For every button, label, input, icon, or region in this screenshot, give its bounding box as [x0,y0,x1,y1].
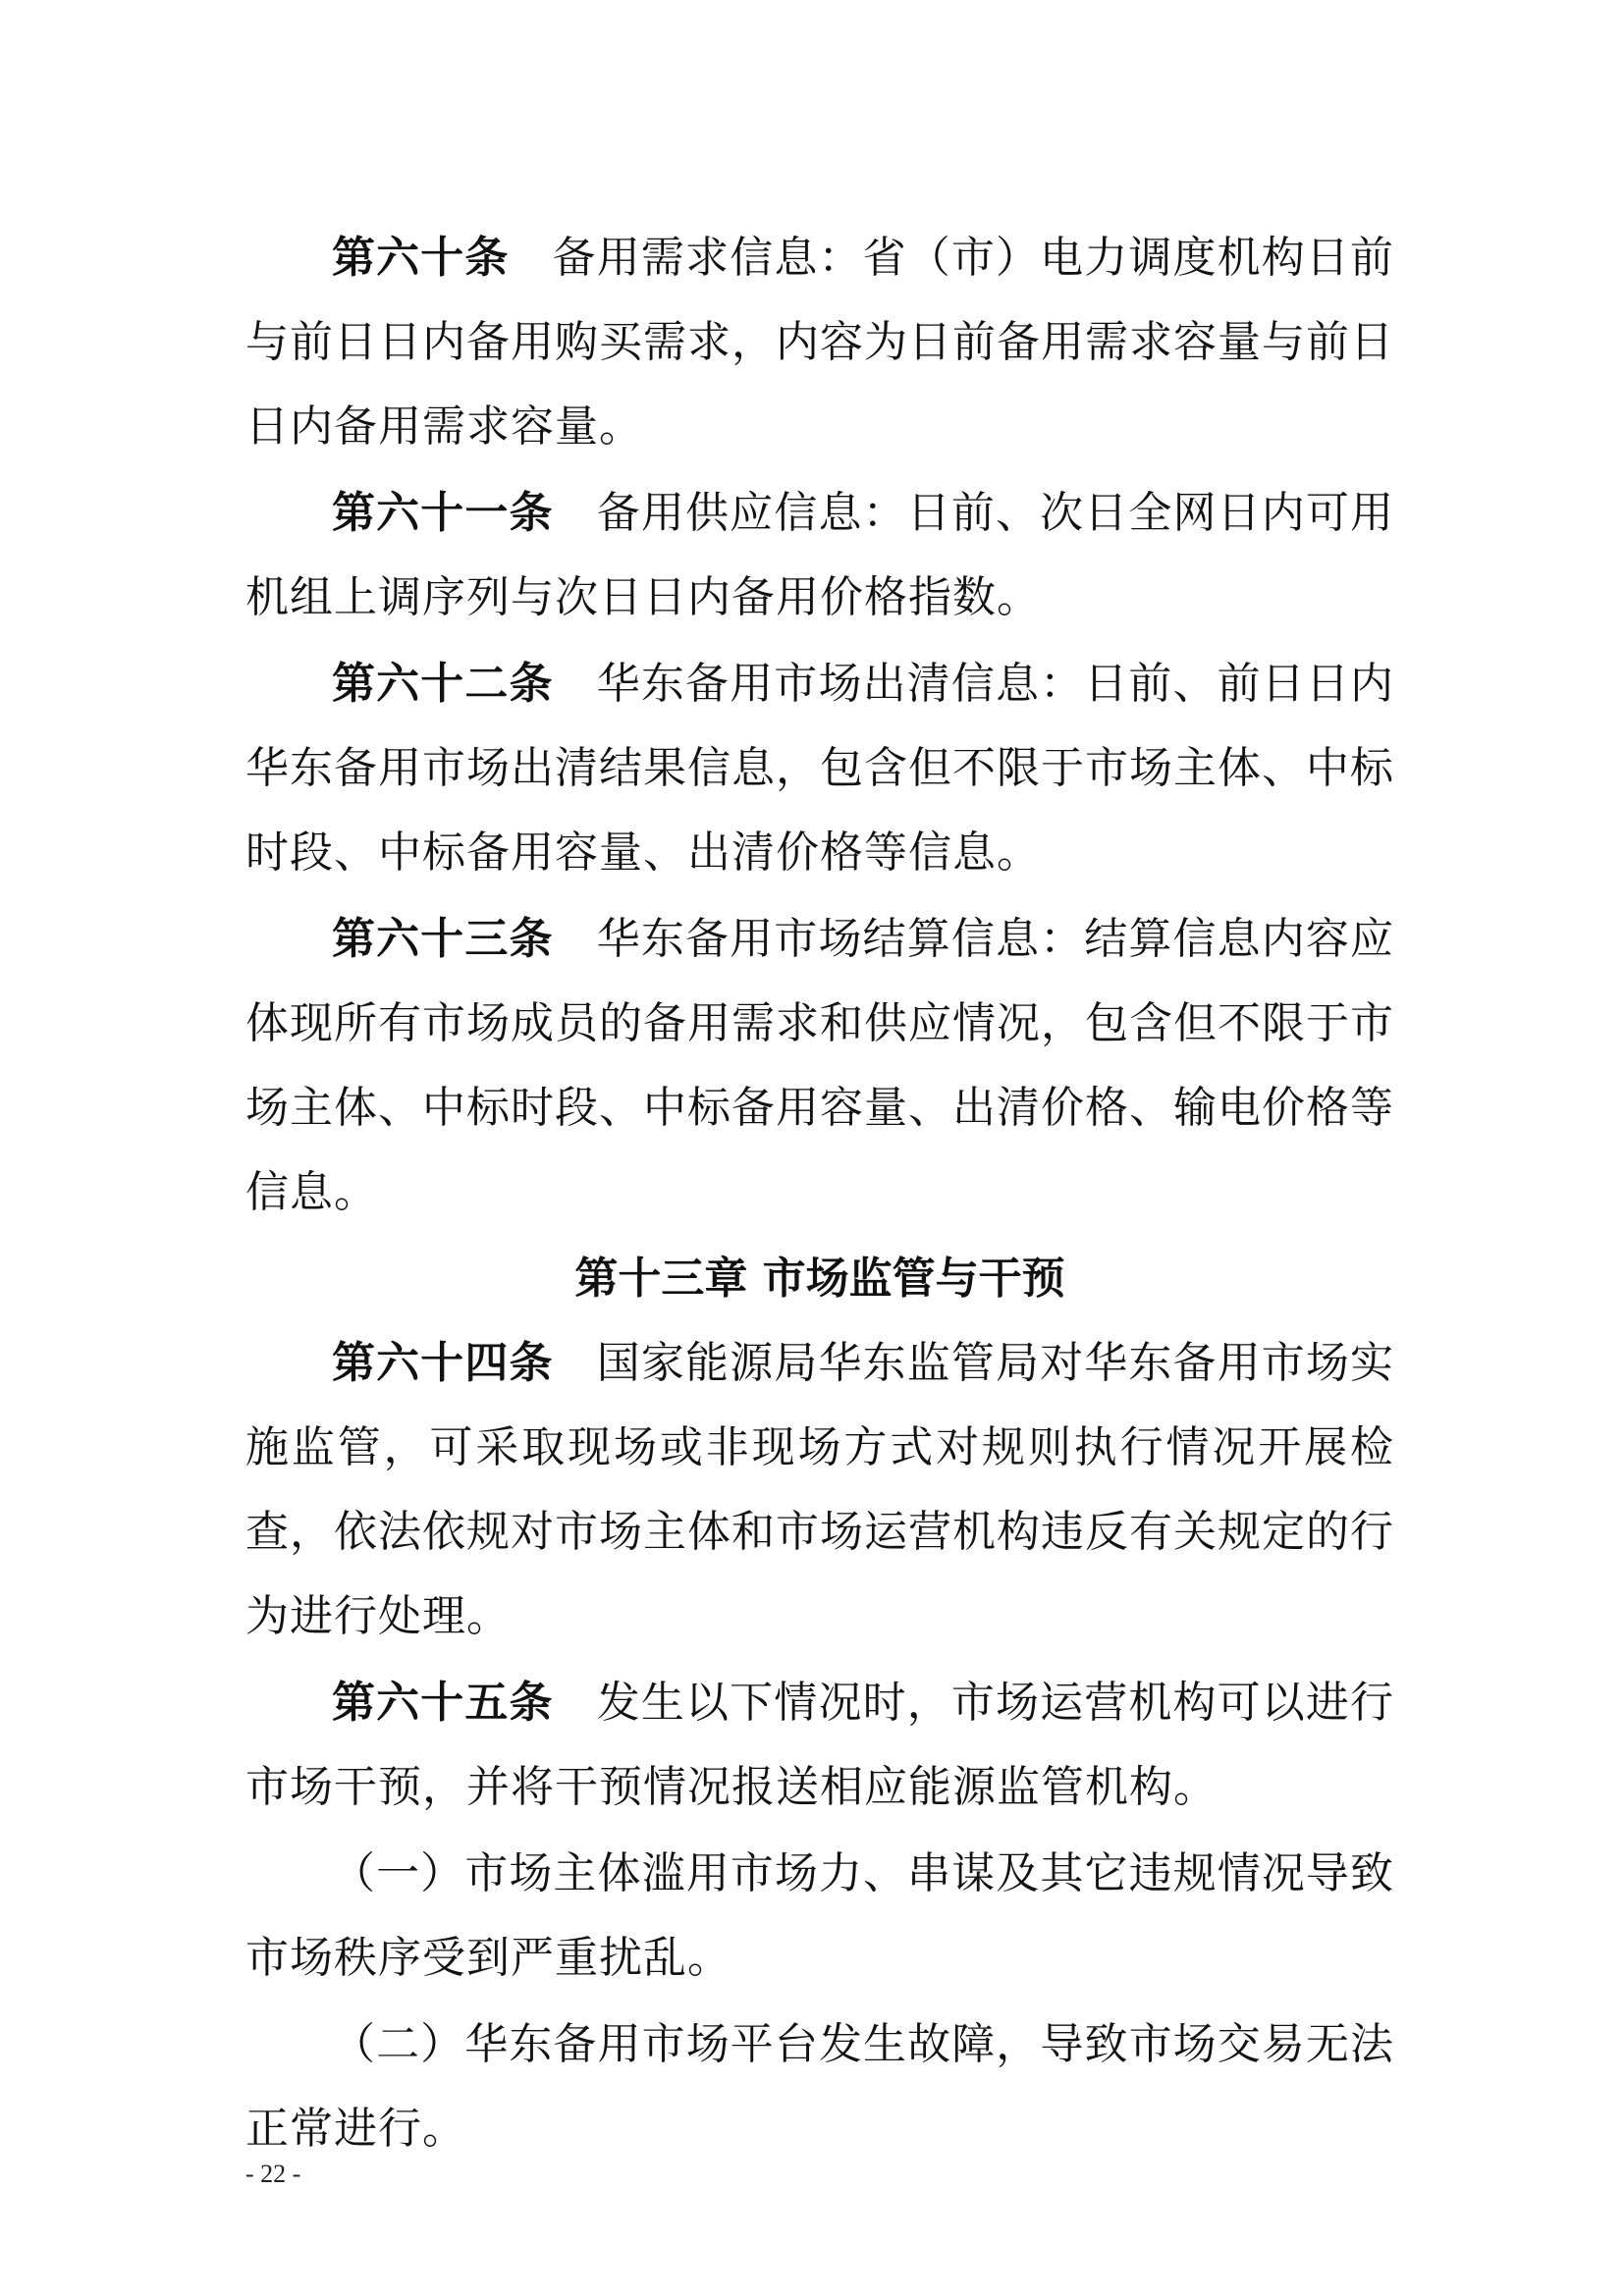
article-text: 国家能源局华东监管局对华东备用市场实施监管，可采取现场或非现场方式对规则执行情况开展检查，依法依规对市场主体和市场运营机构违反有关规定的行为进行处理。 [245,1338,1395,1641]
article-64 [245,1321,1394,1659]
page-number: - 22 - [245,2160,301,2188]
article-text: 备用需求信息：省（市）电力调度机构日前与前日日内备用购买需求，内容为日前备用需求容量与前日日内备用需求容量。 [245,233,1395,452]
article-text: 备用供应信息：日前、次日全网日内可用机组上调序列与次日日内备用价格指数。 [245,488,1395,622]
article-number: 第六十五条 [332,1678,554,1728]
article-number: 第六十二条 [332,659,554,709]
document-page [245,216,1394,2173]
article-60 [245,216,1394,469]
chapter-heading: 第十三章 市场监管与干预 [574,1254,1065,1304]
list-item-2: （二）华东备用市场平台发生故障，导致市场交易无法正常进行。 [245,2019,1394,2154]
article-number: 第六十三条 [332,914,554,964]
article-number: 第六十一条 [332,488,554,538]
article-number: 第六十条 [332,233,510,283]
article-text: 华东备用市场出清信息：日前、前日日内华东备用市场出清结果信息，包含但不限于市场主体、中标时段、中标备用容量、出清价格等信息。 [245,659,1395,878]
article-65 [245,1661,1394,1830]
article-63 [245,897,1394,1235]
article-text: 发生以下情况时，市场运营机构可以进行市场干预，并将干预情况报送相应能源监管机构。 [245,1678,1395,1812]
article-number: 第六十四条 [332,1338,554,1388]
article-text: 华东备用市场结算信息：结算信息内容应体现所有市场成员的备用需求和供应情况，包含但不限于市场主体、中标时段、中标备用容量、出清价格、输电价格等信息。 [245,914,1395,1217]
article-61 [245,471,1394,640]
article-62 [245,642,1394,895]
list-item-1: （一）市场主体滥用市场力、串谋及其它违规情况导致市场秩序受到严重扰乱。 [245,1848,1394,1983]
